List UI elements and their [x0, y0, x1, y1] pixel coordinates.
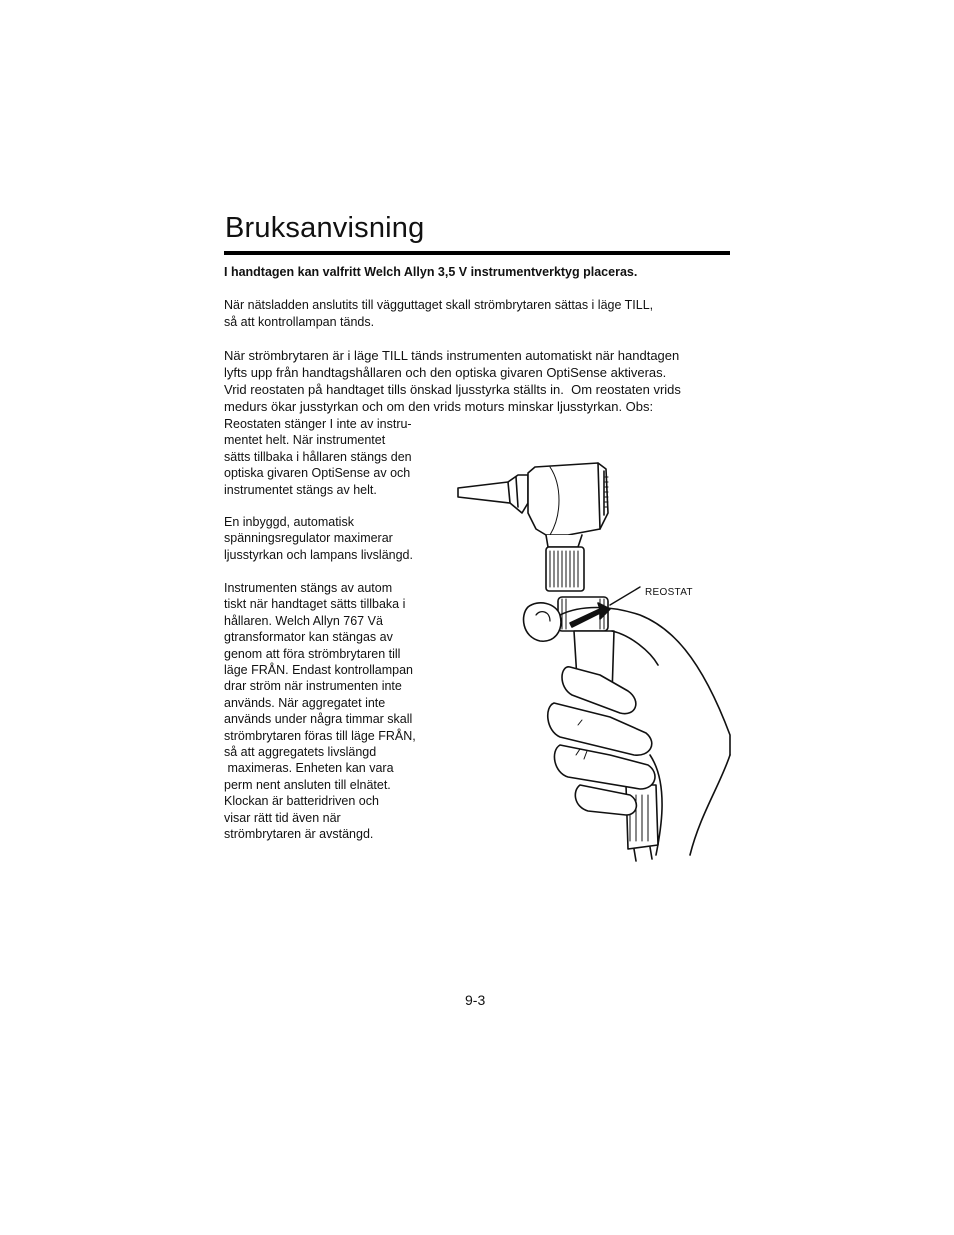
otoscope-in-hand-illustration [450, 455, 740, 865]
text-line: strömbrytaren är avstängd. [224, 827, 374, 842]
text-line: perm nent ansluten till elnätet. [224, 777, 391, 792]
paragraph-switch-on [224, 347, 744, 415]
rheostat-ring [558, 597, 610, 631]
text-line: Vrid reostaten på handtaget tills önskad ljusstyrka ställts in. Om reostaten vrids [224, 382, 681, 397]
column-rheostat-note [224, 416, 439, 498]
text-line: drar ström när instrumenten inte [224, 679, 402, 694]
text-line: spänningsregulator maximerar [224, 531, 393, 546]
text-line: hållaren. Welch Allyn 767 Vä [224, 613, 383, 628]
text-line: används under några timmar skall [224, 712, 413, 727]
otoscope-speculum [458, 475, 528, 513]
text-line: Reostaten stänger I inte av instru- [224, 417, 412, 431]
text-line: sätts tillbaka i hållaren stängs den [224, 449, 412, 464]
text-line: gtransformator kan stängas av [224, 630, 393, 645]
text-line: medurs ökar jusstyrkan och om den vrids moturs minskar ljusstyrkan. Obs: [224, 399, 654, 414]
label-pointer-line [610, 587, 640, 605]
title-rule [224, 251, 730, 255]
text-line: Klockan är batteridriven och [224, 794, 379, 809]
text-line: strömbrytaren föras till läge FRÅN, [224, 728, 416, 743]
text-line: används. När aggregatet inte [224, 695, 386, 710]
text-line: maximeras. Enheten kan vara [224, 761, 394, 776]
paragraph-power-cord [224, 297, 744, 331]
text-line: När strömbrytaren är i läge TILL tänds instrumenten automatiskt när handtagen [224, 348, 680, 363]
text-line: instrumentet stängs av helt. [224, 482, 377, 497]
text-line: Instrumenten stängs av autom [224, 581, 393, 595]
otoscope-head [528, 463, 608, 535]
text-line: ljusstyrkan och lampans livslängd. [224, 547, 413, 562]
text-line: mentet helt. När instrumentet [224, 433, 386, 448]
text-line: optiska givaren OptiSense av och [224, 466, 411, 481]
column-auto-off [224, 580, 439, 843]
lead-sentence: I handtagen kan valfritt Welch Allyn 3,5 V instrumentverktyg placeras. [224, 265, 638, 279]
text-line: När nätsladden anslutits till vägguttaget skall strömbrytaren sättas i läge TILL, [224, 298, 654, 312]
text-line: En inbyggd, automatisk [224, 515, 354, 529]
text-line: lyfts upp från handtagshållaren och den optiska givaren OptiSense aktiveras. [224, 365, 667, 380]
text-line: visar rätt tid även när [224, 810, 341, 825]
page-number: 9-3 [465, 992, 486, 1008]
rheostat-label: REOSTAT [645, 587, 693, 598]
otoscope-neck [546, 535, 584, 591]
text-line: så att kontrollampan tänds. [224, 315, 375, 329]
column-voltage-regulator [224, 514, 439, 563]
text-line: tiskt när handtaget sätts tillbaka i [224, 597, 406, 612]
text-line: genom att föra strömbrytaren till [224, 646, 401, 661]
text-line: läge FRÅN. Endast kontrollampan [224, 663, 413, 678]
page-title: Bruksanvisning [225, 212, 425, 244]
text-line: så att aggregatets livslängd [224, 745, 377, 760]
